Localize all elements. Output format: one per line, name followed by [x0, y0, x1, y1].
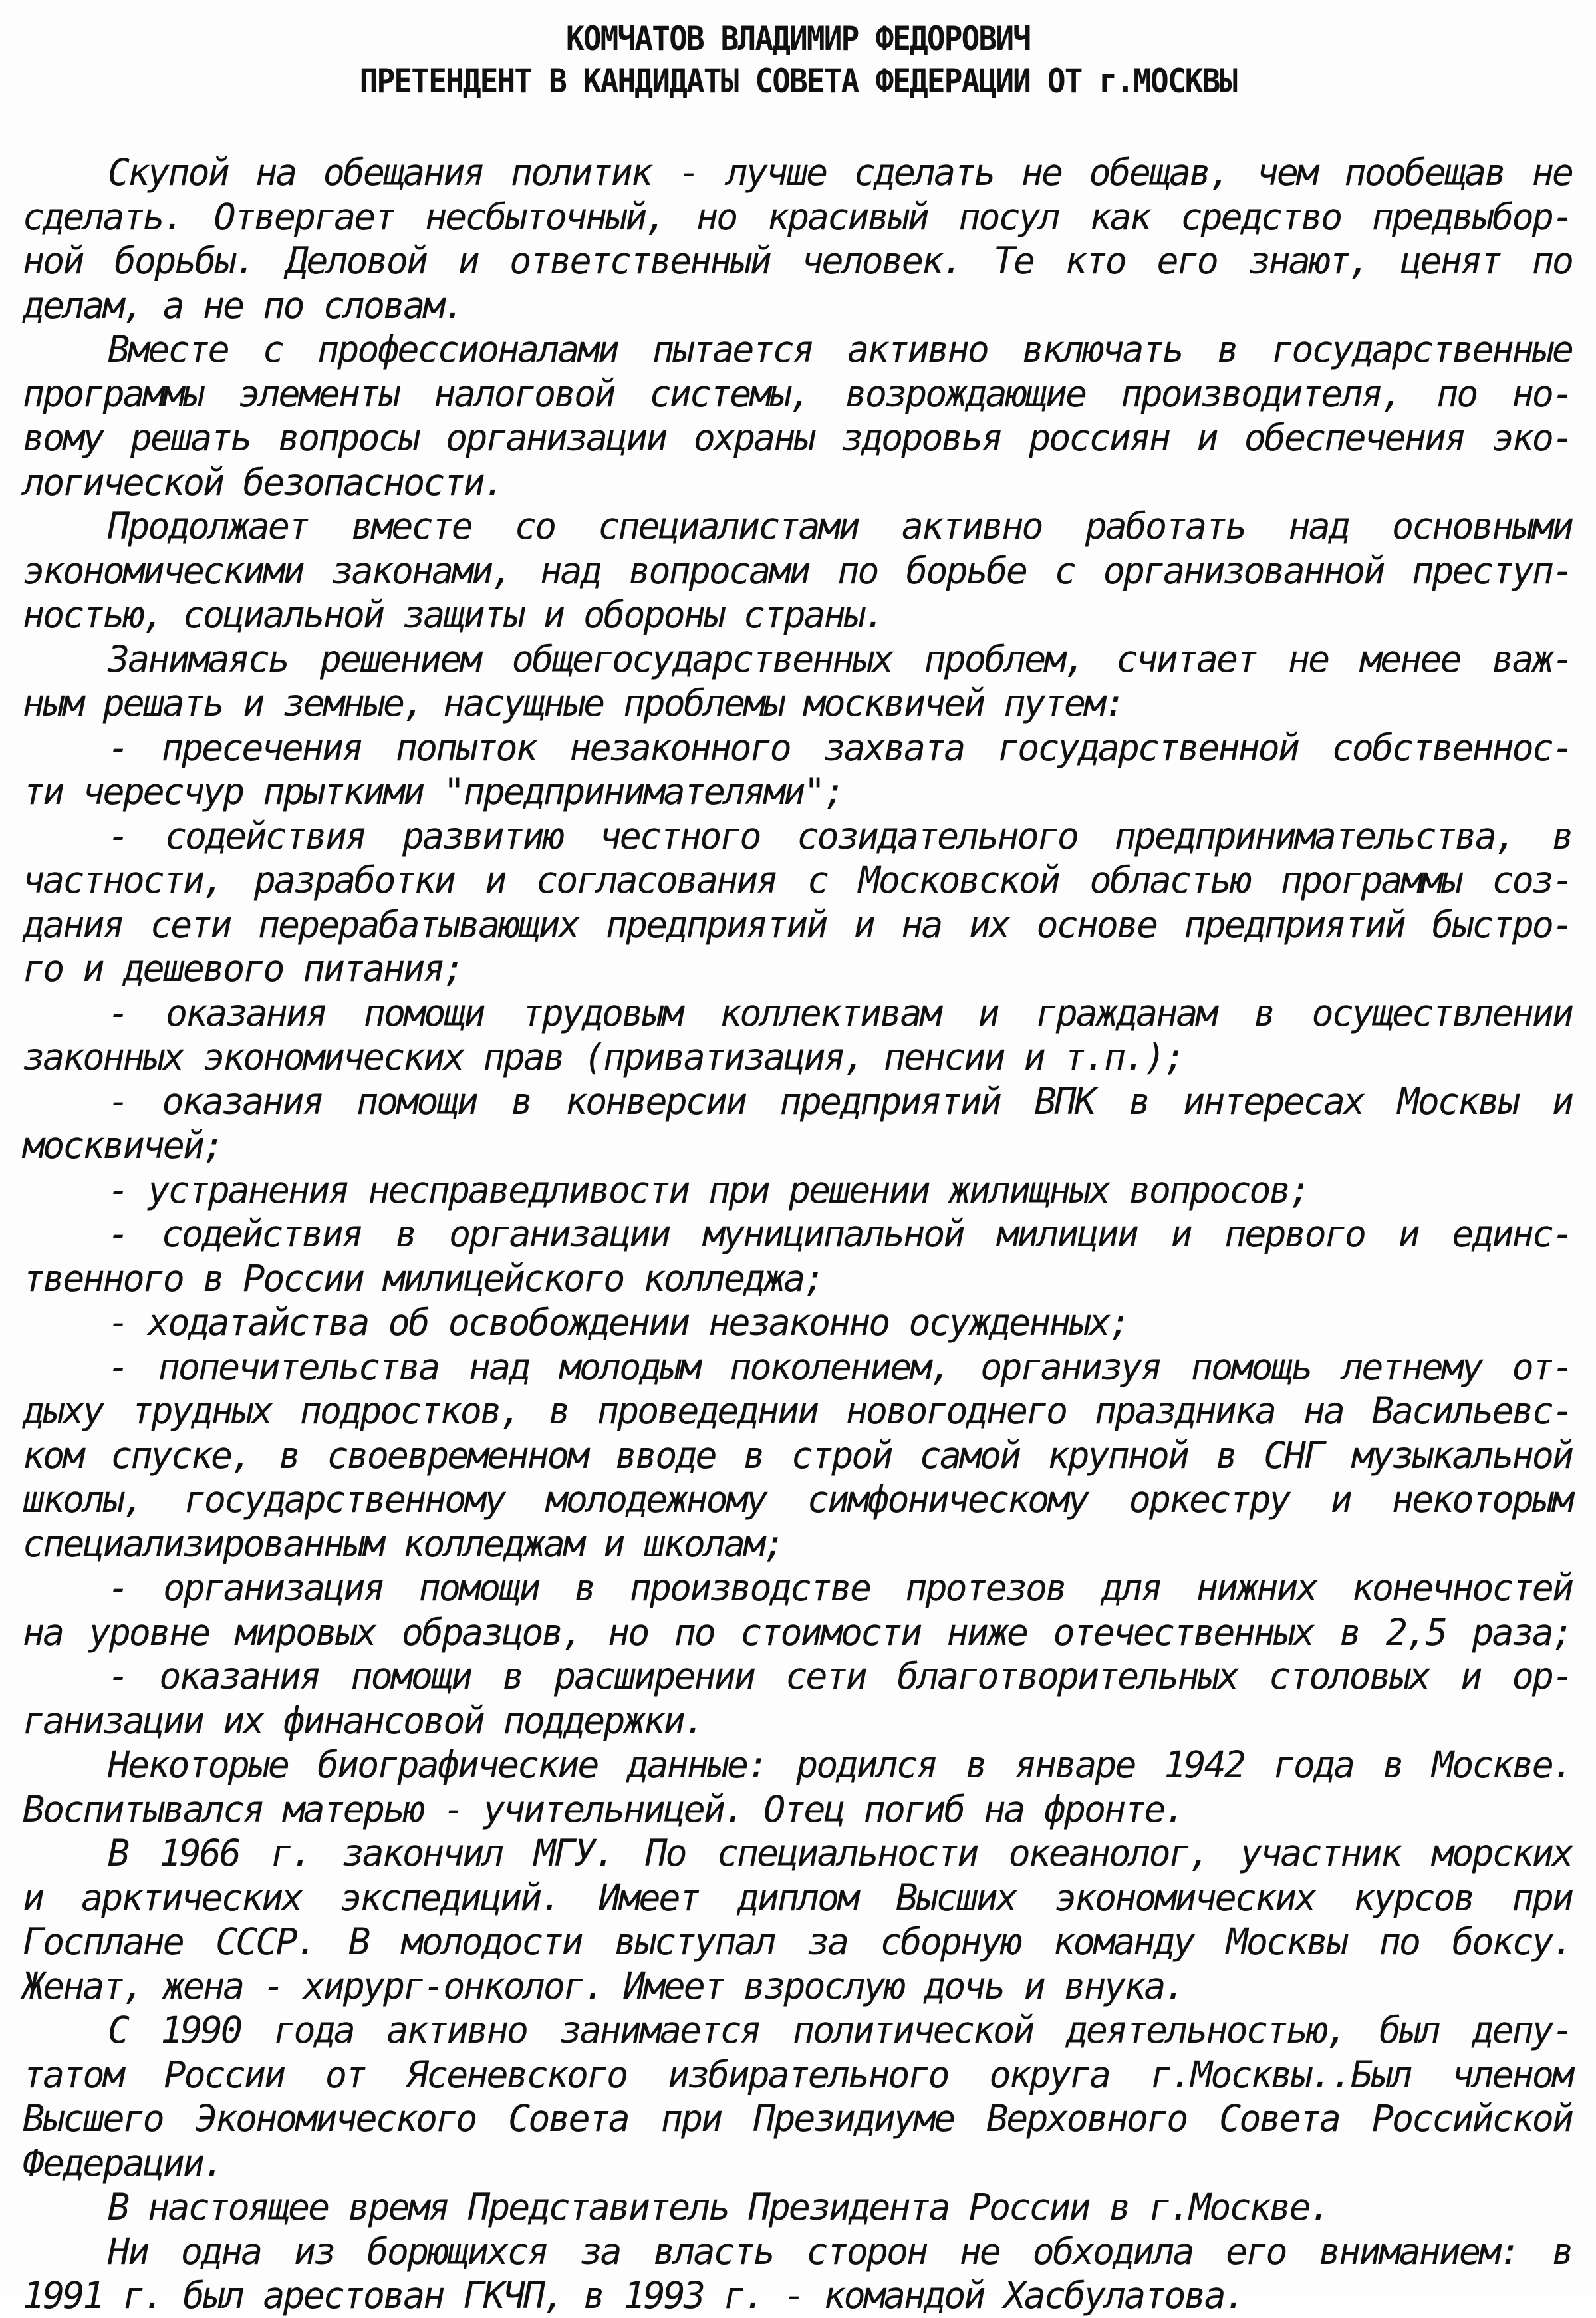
- text-line: Продолжает вместе со специалистами активно работать над основными: [108, 505, 1572, 547]
- text-line: ным решать и земные, насущные проблемы москвичей путем:: [23, 682, 1125, 724]
- text-line: Скупой на обещания политик - лучше сделать не обещав, чем пообещав не: [108, 151, 1572, 194]
- text-line: Занимаясь решением общегосударственных проблем, считает не менее важ-: [108, 637, 1572, 680]
- text-line: Госплане СССР. В молодости выступал за сборную команду Москвы по боксу.: [23, 1920, 1572, 1963]
- text-line: дания сети перерабатывающих предприятий и на их основе предприятий быстро-: [23, 903, 1572, 946]
- text-line: ком спуске, в своевременном вводе в строй самой крупной в СНГ музыкальной: [23, 1433, 1572, 1477]
- text-line: В настоящее время Представитель Президента России в г.Москве.: [108, 2186, 1329, 2228]
- text-line: Воспитывался матерью - учительницей. Отец погиб на фронте.: [23, 1787, 1184, 1830]
- text-line: - содействия развитию честного созидательного предпринимательства, в: [108, 814, 1572, 857]
- text-line: го и дешевого питания;: [23, 947, 464, 990]
- text-line: С 1990 года активно занимается политической деятельностью, был депу-: [108, 2009, 1572, 2051]
- document-body: [23, 150, 1572, 2318]
- text-line: дыху трудных подростков, в проведеднии новогоднего праздника на Васильевс-: [23, 1389, 1572, 1432]
- text-line: законных экономических прав (приватизация, пенсии и т.п.);: [23, 1036, 1184, 1078]
- text-line: В 1966 г. закончил МГУ. По специальности океанолог, участник морских: [108, 1832, 1572, 1874]
- text-line: сделать. Отвергает несбыточный, но красивый посул как средство предвыбор-: [23, 195, 1572, 238]
- text-line: - ходатайства об освобождении незаконно осужденных;: [108, 1301, 1129, 1344]
- text-line: Высшего Экономического Совета при Президиуме Верховного Совета Российской: [23, 2097, 1572, 2140]
- text-line: ти чересчур прыткими "предпринимателями";: [23, 770, 844, 813]
- text-line: - оказания помощи в конверсии предприятий ВПК в интересах Москвы и: [108, 1080, 1572, 1123]
- text-line: школы, государственному молодежному симфоническому оркестру и некоторым: [23, 1478, 1572, 1521]
- text-line: Женат, жена - хирург-онколог. Имеет взрослую дочь и внука.: [23, 1964, 1184, 2007]
- candidate-name: КОМЧАТОВ ВЛАДИМИР ФЕДОРОВИЧ: [565, 19, 1031, 58]
- text-line: - организация помощи в производстве протезов для нижних конечностей: [108, 1566, 1572, 1609]
- text-line: Федерации.: [23, 2141, 223, 2184]
- text-line: - содействия в организации муниципальной милиции и первого и единс-: [108, 1213, 1572, 1255]
- text-line: вому решать вопросы организации охраны здоровья россиян и обеспечения эко-: [23, 416, 1572, 459]
- text-line: татом России от Ясеневского избирательного округа г.Москвы..Был членом: [23, 2053, 1572, 2096]
- text-line: - попечительства над молодым поколением, организуя помощь летнему от-: [108, 1345, 1572, 1388]
- text-line: - оказания помощи трудовым коллективам и гражданам в осуществлении: [108, 991, 1572, 1034]
- text-line: логической безопасности.: [23, 460, 503, 504]
- text-line: Ни одна из борющихся за власть сторон не обходила его вниманием: в: [108, 2230, 1572, 2273]
- text-line: - оказания помощи в расширении сети благотворительных столовых и ор-: [108, 1655, 1572, 1697]
- text-line: программы элементы налоговой системы, возрождающие производителя, по но-: [23, 372, 1572, 415]
- text-line: Некоторые биографические данные: родился в январе 1942 года в Москве.: [108, 1743, 1572, 1786]
- text-line: ной борьбы. Деловой и ответственный человек. Те кто его знают, ценят по: [23, 239, 1572, 282]
- text-line: на уровне мировых образцов, но по стоимости ниже отечественных в 2,5 раза;: [23, 1610, 1572, 1654]
- text-line: 1991 г. был арестован ГКЧП, в 1993 г. - командой Хасбулатова.: [23, 2274, 1244, 2317]
- text-line: москвичей;: [23, 1124, 223, 1167]
- text-line: - устранения несправедливости при решении жилищных вопросов;: [108, 1168, 1309, 1211]
- text-line: - пресечения попыток незаконного захвата государственной собственнос-: [108, 726, 1572, 769]
- text-line: ганизации их финансовой поддержки.: [23, 1699, 704, 1742]
- document-header: [64, 17, 1532, 102]
- text-line: твенного в России милицейского колледжа;: [23, 1256, 824, 1300]
- candidate-title: ПРЕТЕНДЕНТ В КАНДИДАТЫ СОВЕТА ФЕДЕРАЦИИ ОТ г.МОСКВЫ: [359, 62, 1237, 100]
- text-line: экономическими законами, над вопросами по борьбе с организованной преступ-: [23, 549, 1572, 592]
- text-line: ностью, социальной защиты и обороны страны.: [23, 593, 884, 636]
- text-line: специализированным колледжам и школам;: [23, 1522, 784, 1565]
- text-line: и арктических экспедиций. Имеет диплом Высших экономических курсов при: [23, 1876, 1572, 1919]
- text-line: делам, а не по словам.: [23, 283, 464, 327]
- text-line: частности, разработки и согласования с Московской областью программы соз-: [23, 859, 1572, 901]
- text-line: Вместе с профессионалами пытается активно включать в государственные: [108, 328, 1572, 370]
